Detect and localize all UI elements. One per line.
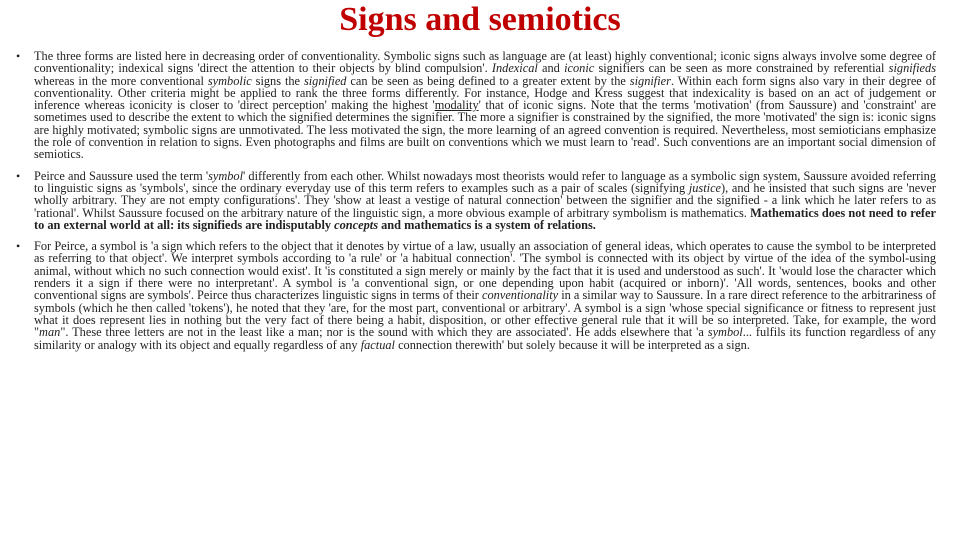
bullet-text-run: symbol — [208, 168, 244, 183]
bullet-text-run: Peirce and Saussure used the term ' — [34, 168, 209, 183]
bullet-text-run: . Within each form signs also vary in their degree of conventionality. Other criteria might be applied to rank the three forms differently. For instance, Hodge and Kress suggest that indexicality is based on an act of judgement or inference whereas iconicity is closer to 'direct perception' making the highest ' — [34, 73, 936, 113]
bullet-text-run: iconic — [564, 61, 595, 76]
bullet-text-run: signs the — [251, 73, 304, 88]
bullet-text-run: concepts — [334, 217, 379, 232]
bullet-text-run: symbolic — [207, 73, 252, 88]
bullet-text-run: man — [39, 325, 61, 340]
bullet-text-run: connection therewith' but solely because it will be interpreted as a sign. — [394, 337, 750, 352]
bullet-text-run: and mathematics is a system of relations. — [378, 217, 596, 232]
bullet-text-run: signifieds — [888, 61, 936, 76]
slide-title: Signs and semiotics — [339, 1, 621, 38]
bullet-text-run: symbol — [707, 325, 743, 340]
bullet-text-run: conventionality — [482, 288, 559, 303]
bullet-item-symbol-usage — [16, 170, 936, 231]
bullet-text-run: ' that of iconic signs. Note that the terms 'motivation' (from Saussure) and 'constraint' are sometimes used to describe the extent to which the signified determines the signifier. The more a signifier is constrained by the signified, the more 'motivated' the sign is: iconic signs are highly motivated; symbolic signs are unmotivated. The less motivated the sign, the more learning of an agreed convention is required. Nevertheless, most semioticians emphasize the role of convention in relation to signs. Even photographs and films are built on conventions which we must learn to 'read'. Such conventions are an important social dimension of semiotics. — [34, 98, 937, 162]
bullet-text-run: Indexical — [491, 61, 538, 76]
bullet-item-conventionality — [16, 50, 936, 161]
bullet-text-run: in a similar way to Saussure. In a rare direct reference to the arbitrariness of symbols (which he then called 'tokens'), he noted that they 'are, for the most part, conventional or arbitrary'. A symbol is a sign 'whose special significance or fitness to represent just what it does represent lies in nothing but the very fact of there being a habit, disposition, or other effective general rule that it will be so interpreted. Take, for example, the word " — [34, 288, 936, 340]
bullet-text-run: factual — [360, 337, 395, 352]
bullet-text-run: signifiers can be seen as more constrained by referential — [594, 61, 889, 76]
bullet-list — [16, 50, 936, 351]
bullet-text-run: ". These three letters are not in the least like a man; nor is the sound with which they are associated'. He adds elsewhere that 'a — [60, 325, 708, 340]
bullet-text-run: modality — [434, 98, 479, 113]
bullet-text-run: Mathematics does not need to refer to an external world at all: its signifieds are indisputably — [34, 205, 936, 232]
bullet-text-run: ' differently from each other. Whilst nowadays most theorists would refer to language as a symbolic sign system, Saussure avoided referring to linguistic signs as 'symbols', since the ordinary everyday use of this term refers to examples such as a pair of scales (signifying — [34, 168, 936, 195]
bullet-text-run: whereas in the more conventional — [34, 73, 208, 88]
bullet-text-run: signified — [303, 73, 347, 88]
bullet-text-run: For Peirce, a symbol is 'a sign which refers to the object that it denotes by virtue of a law, usually an association of general ideas, which operates to cause the symbol to be interpreted as referring to that object'. We interpret symbols according to 'a rule' or 'a habitual connection'. 'The symbol is connected with its object by virtue of the idea of the symbol-using animal, without which no such connection would exist'. It 'is constituted a sign merely or mainly by the fact that it is used and understood as such'. It 'would lose the character which renders it a sign if there were no interpretant'. A symbol is 'a conventional sign, or one depending upon habit (acquired or inborn)'. 'All words, sentences, books and other conventional signs are symbols'. Peirce thus characterizes linguistic signs in terms of their — [34, 239, 936, 303]
bullet-text-run: signifier — [629, 73, 671, 88]
slide-body — [16, 50, 936, 360]
bullet-text-run: and — [537, 61, 565, 76]
bullet-item-peirce-symbol — [16, 240, 936, 351]
bullet-text-run: ), and he insisted that such signs are 'never wholly arbitrary. They are not empty configurations'. They 'show at least a vestige of natural connection' between the signifier and the signified - a link which he later refers to as 'rational'. Whilst Saussure focused on the arbitrary nature of the linguistic sign, a more obvious example of arbitrary symbolism is mathematics. — [34, 180, 937, 220]
bullet-text-run: can be seen as being defined to a greater extent by the — [346, 73, 630, 88]
bullet-text-run: ... fulfils its function regardless of any similarity or analogy with its object and equally regardless of any — [34, 325, 937, 352]
bullet-text-run: justice — [688, 180, 722, 195]
bullet-text-run: The three forms are listed here in decreasing order of conventionality. Symbolic signs such as language are (at least) highly conventional; iconic signs always involve some degree of conventionality; indexical signs 'direct the attention to their objects by blind compulsion'. — [34, 49, 936, 76]
